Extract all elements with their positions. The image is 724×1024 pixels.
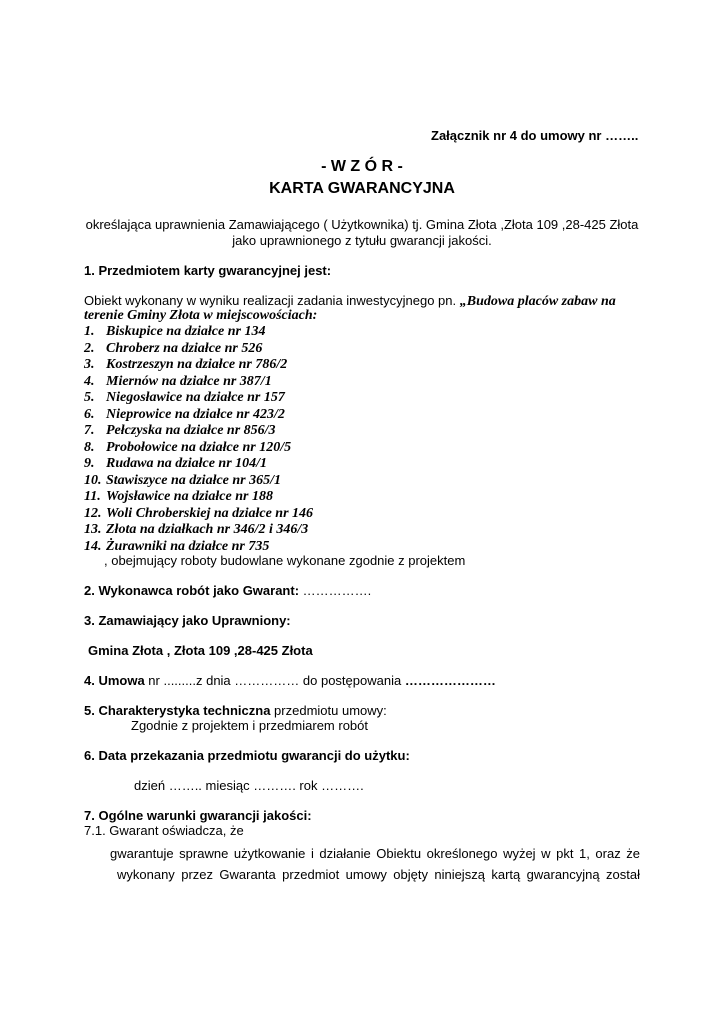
intro-line-1: określająca uprawnienia Zamawiającego ( Użytkownika) tj. Gmina Złota ,Złota 109 ,28-425 Złota (85, 217, 639, 232)
section-7-heading: 7. Ogólne warunki gwarancji jakości: (84, 808, 312, 823)
object-task-name: „Budowa placów zabaw na (459, 294, 616, 309)
warranty-paragraph-line-2: wykonany przez Gwaranta przedmiot umowy objęty niniejszą kartą gwarancyjną został (117, 867, 640, 882)
section-5 (84, 703, 387, 719)
section-7-1: 7.1. Gwarant oświadcza, że (84, 823, 244, 838)
list-item: 10. Stawiszyce na działce nr 365/1 (84, 472, 282, 488)
list-item: 1. Biskupice na działce nr 134 (84, 324, 266, 339)
list-item: 3. Kostrzeszyn na działce nr 786/2 (84, 357, 288, 372)
list-item: 6. Nieprowice na działce nr 423/2 (84, 406, 285, 422)
intro-line-2: jako uprawnionego z tytułu gwarancji jakości. (232, 233, 492, 248)
section-4-label: 4. Umowa (84, 673, 145, 688)
contract-details: nr .........z dnia …………… do postępowania (144, 673, 405, 688)
section-5-rest: przedmiotu umowy: (270, 703, 387, 718)
list-item: 13. Złota na działkach nr 346/2 i 346/3 (84, 522, 309, 537)
list-item: 2. Chroberz na działce nr 526 (84, 340, 263, 356)
locations-list (84, 324, 313, 555)
object-description-text: Obiekt wykonany w wyniku realizacji zadania inwestycyjnego pn. (84, 293, 460, 308)
section-2 (84, 583, 371, 599)
attachment-note: Załącznik nr 4 do umowy nr …….. (431, 128, 639, 143)
object-description-line-2: terenie Gminy Złota w miejscowościach: (84, 308, 318, 323)
section-2-heading: 2. Wykonawca robót jako Gwarant: (84, 583, 300, 598)
list-item: 8. Probołowice na działce nr 120/5 (84, 439, 292, 455)
section-3-heading: 3. Zamawiający jako Uprawniony: (84, 613, 291, 628)
technical-description: Zgodnie z projektem i przedmiarem robót (131, 718, 368, 733)
section-4 (84, 673, 496, 689)
list-item: 11. Wojsławice na działce nr 188 (84, 489, 273, 504)
list-item: 4. Miernów na działce nr 387/1 (84, 373, 272, 389)
section-6-heading: 6. Data przekazania przedmiotu gwarancji do użytku: (84, 748, 410, 763)
list-item: 5. Niegosławice na działce nr 157 (84, 390, 285, 405)
guarantor-value: ……………. (299, 583, 372, 598)
handover-date: dzień …….. miesiąc ………. rok ………. (134, 778, 364, 793)
scope-note: , obejmujący roboty budowlane wykonane zgodnie z projektem (104, 553, 466, 568)
list-item: 12. Woli Chroberskiej na działce nr 146 (84, 505, 314, 521)
warranty-paragraph-line-1: gwarantuje sprawne użytkowanie i działanie Obiektu określonego wyżej w pkt 1, oraz że (110, 846, 640, 861)
title-karta-gwarancyjna: KARTA GWARANCYJNA (269, 180, 455, 197)
proceeding-dots: ………………… (404, 673, 496, 688)
section-1-heading: 1. Przedmiotem karty gwarancyjnej jest: (84, 263, 332, 278)
authorized-party-value: Gmina Złota , Złota 109 ,28-425 Złota (88, 643, 313, 658)
list-item: 9. Rudawa na działce nr 104/1 (84, 456, 268, 471)
list-item: 14. Żurawniki na działce nr 735 (84, 538, 270, 554)
title-wzor: - W Z Ó R - (321, 158, 403, 175)
list-item: 7. Pełczyska na działce nr 856/3 (84, 423, 276, 438)
section-5-label: 5. Charakterystyka techniczna (84, 703, 271, 718)
